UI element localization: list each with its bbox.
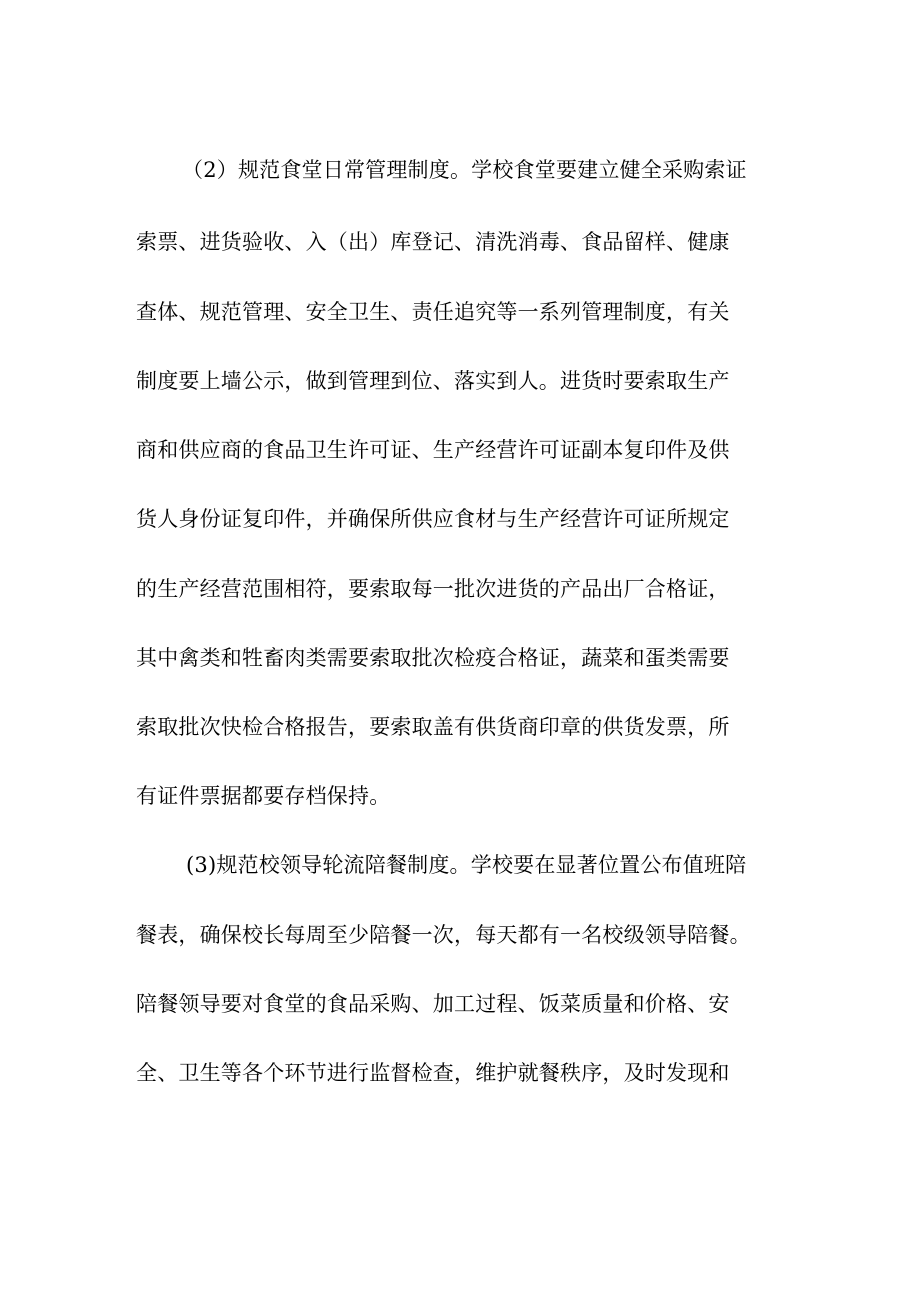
text-line: 餐表，确保校长每周至少陪餐一次，每天都有一名校级领导陪餐。: [136, 923, 751, 947]
text-line: 的生产经营范围相符，要索取每一批次进货的产品出厂合格证，: [136, 577, 730, 601]
text-line: 查体、规范管理、安全卫生、责任追究等一系列管理制度，有关: [136, 300, 730, 324]
text-line: (3)规范校领导轮流陪餐制度。学校要在显著位置公布值班陪: [186, 853, 747, 877]
text-line: 其中禽类和牲畜肉类需要索取批次检疫合格证，蔬菜和蛋类需要: [136, 646, 730, 670]
text-line: 索票、进货验收、入（出）库登记、清洗消毒、食品留样、健康: [136, 230, 730, 254]
text-line: 全、卫生等各个环节进行监督检查，维护就餐秩序，及时发现和: [136, 1061, 730, 1085]
text-line: 有证件票据都要存档保持。: [136, 784, 391, 808]
text-line: 制度要上墙公示，做到管理到位、落实到人。进货时要索取生产: [136, 369, 730, 393]
text-line: （2）规范食堂日常管理制度。学校食堂要建立健全采购索证: [182, 158, 747, 182]
text-line: 货人身份证复印件，并确保所供应食材与生产经营许可证所规定: [136, 507, 730, 531]
text-line: 索取批次快检合格报告，要索取盖有供货商印章的供货发票，所: [136, 715, 730, 739]
text-line: 陪餐领导要对食堂的食品采购、加工过程、饭菜质量和价格、安: [136, 992, 730, 1016]
text-line: 商和供应商的食品卫生许可证、生产经营许可证副本复印件及供: [136, 438, 730, 462]
